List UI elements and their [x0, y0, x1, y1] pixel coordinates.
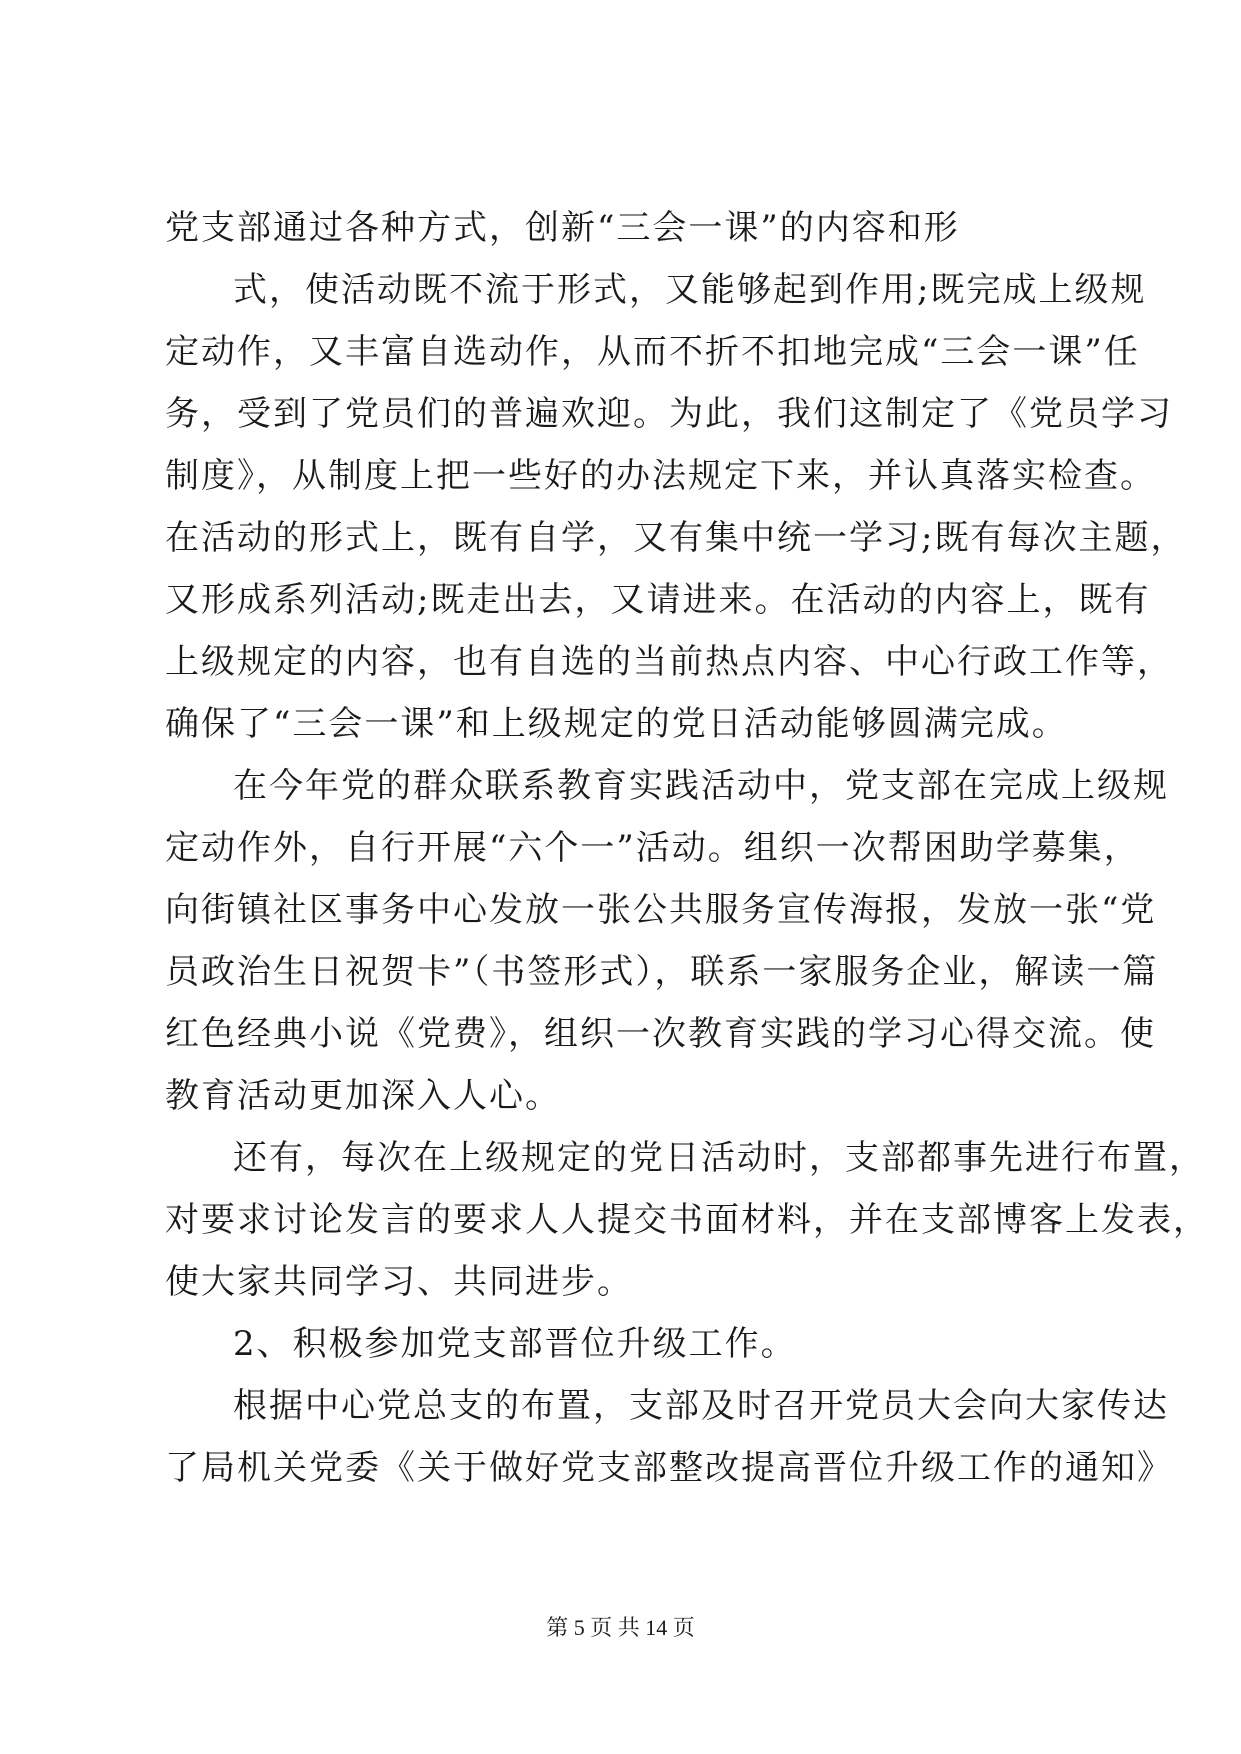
text-line: 又形成系列活动;既走出去，又请进来。在活动的内容上，既有: [165, 580, 1151, 620]
text-line: 红色经典小说《党费》，组织一次教育实践的学习心得交流。使: [165, 1014, 1156, 1054]
text-line: 式，使活动既不流于形式，又能够起到作用;既完成上级规: [233, 270, 1147, 310]
text-line: 定动作外，自行开展“六个一”活动。组织一次帮困助学募集，: [165, 828, 1140, 868]
text-line: 教育活动更加深入人心。: [165, 1076, 561, 1116]
text-line: 务，受到了党员们的普遍欢迎。为此，我们这制定了《党员学习: [165, 394, 1173, 434]
text-line: 定动作，又丰富自选动作，从而不折不扣地完成“三会一课”任: [165, 332, 1140, 372]
section-heading: 2、积极参加党支部晋位升级工作。: [233, 1324, 797, 1364]
text-line: 党支部通过各种方式，创新“三会一课”的内容和形: [165, 208, 960, 248]
text-line: 还有，每次在上级规定的党日活动时，支部都事先进行布置，: [233, 1138, 1205, 1178]
text-line: 了局机关党委《关于做好党支部整改提高晋位升级工作的通知》: [165, 1448, 1173, 1488]
text-line: 向街镇社区事务中心发放一张公共服务宣传海报，发放一张“党: [165, 890, 1157, 930]
text-line: 根据中心党总支的布置，支部及时召开党员大会向大家传达: [233, 1386, 1169, 1426]
page-number-footer: 第 5 页 共 14 页: [546, 1615, 695, 1640]
text-line: 对要求讨论发言的要求人人提交书面材料，并在支部博客上发表，: [165, 1200, 1209, 1240]
text-line: 在活动的形式上，既有自学，又有集中统一学习;既有每次主题，: [165, 518, 1187, 558]
text-line: 在今年党的群众联系教育实践活动中，党支部在完成上级规: [233, 766, 1169, 806]
text-line: 员政治生日祝贺卡”（书签形式），联系一家服务企业，解读一篇: [165, 952, 1159, 992]
text-line: 上级规定的内容，也有自选的当前热点内容、中心行政工作等，: [165, 642, 1173, 682]
text-line: 制度》，从制度上把一些好的办法规定下来，并认真落实检查。: [165, 456, 1156, 496]
text-line: 确保了“三会一课”和上级规定的党日活动能够圆满完成。: [165, 704, 1068, 744]
text-line: 使大家共同学习、共同进步。: [165, 1262, 633, 1302]
